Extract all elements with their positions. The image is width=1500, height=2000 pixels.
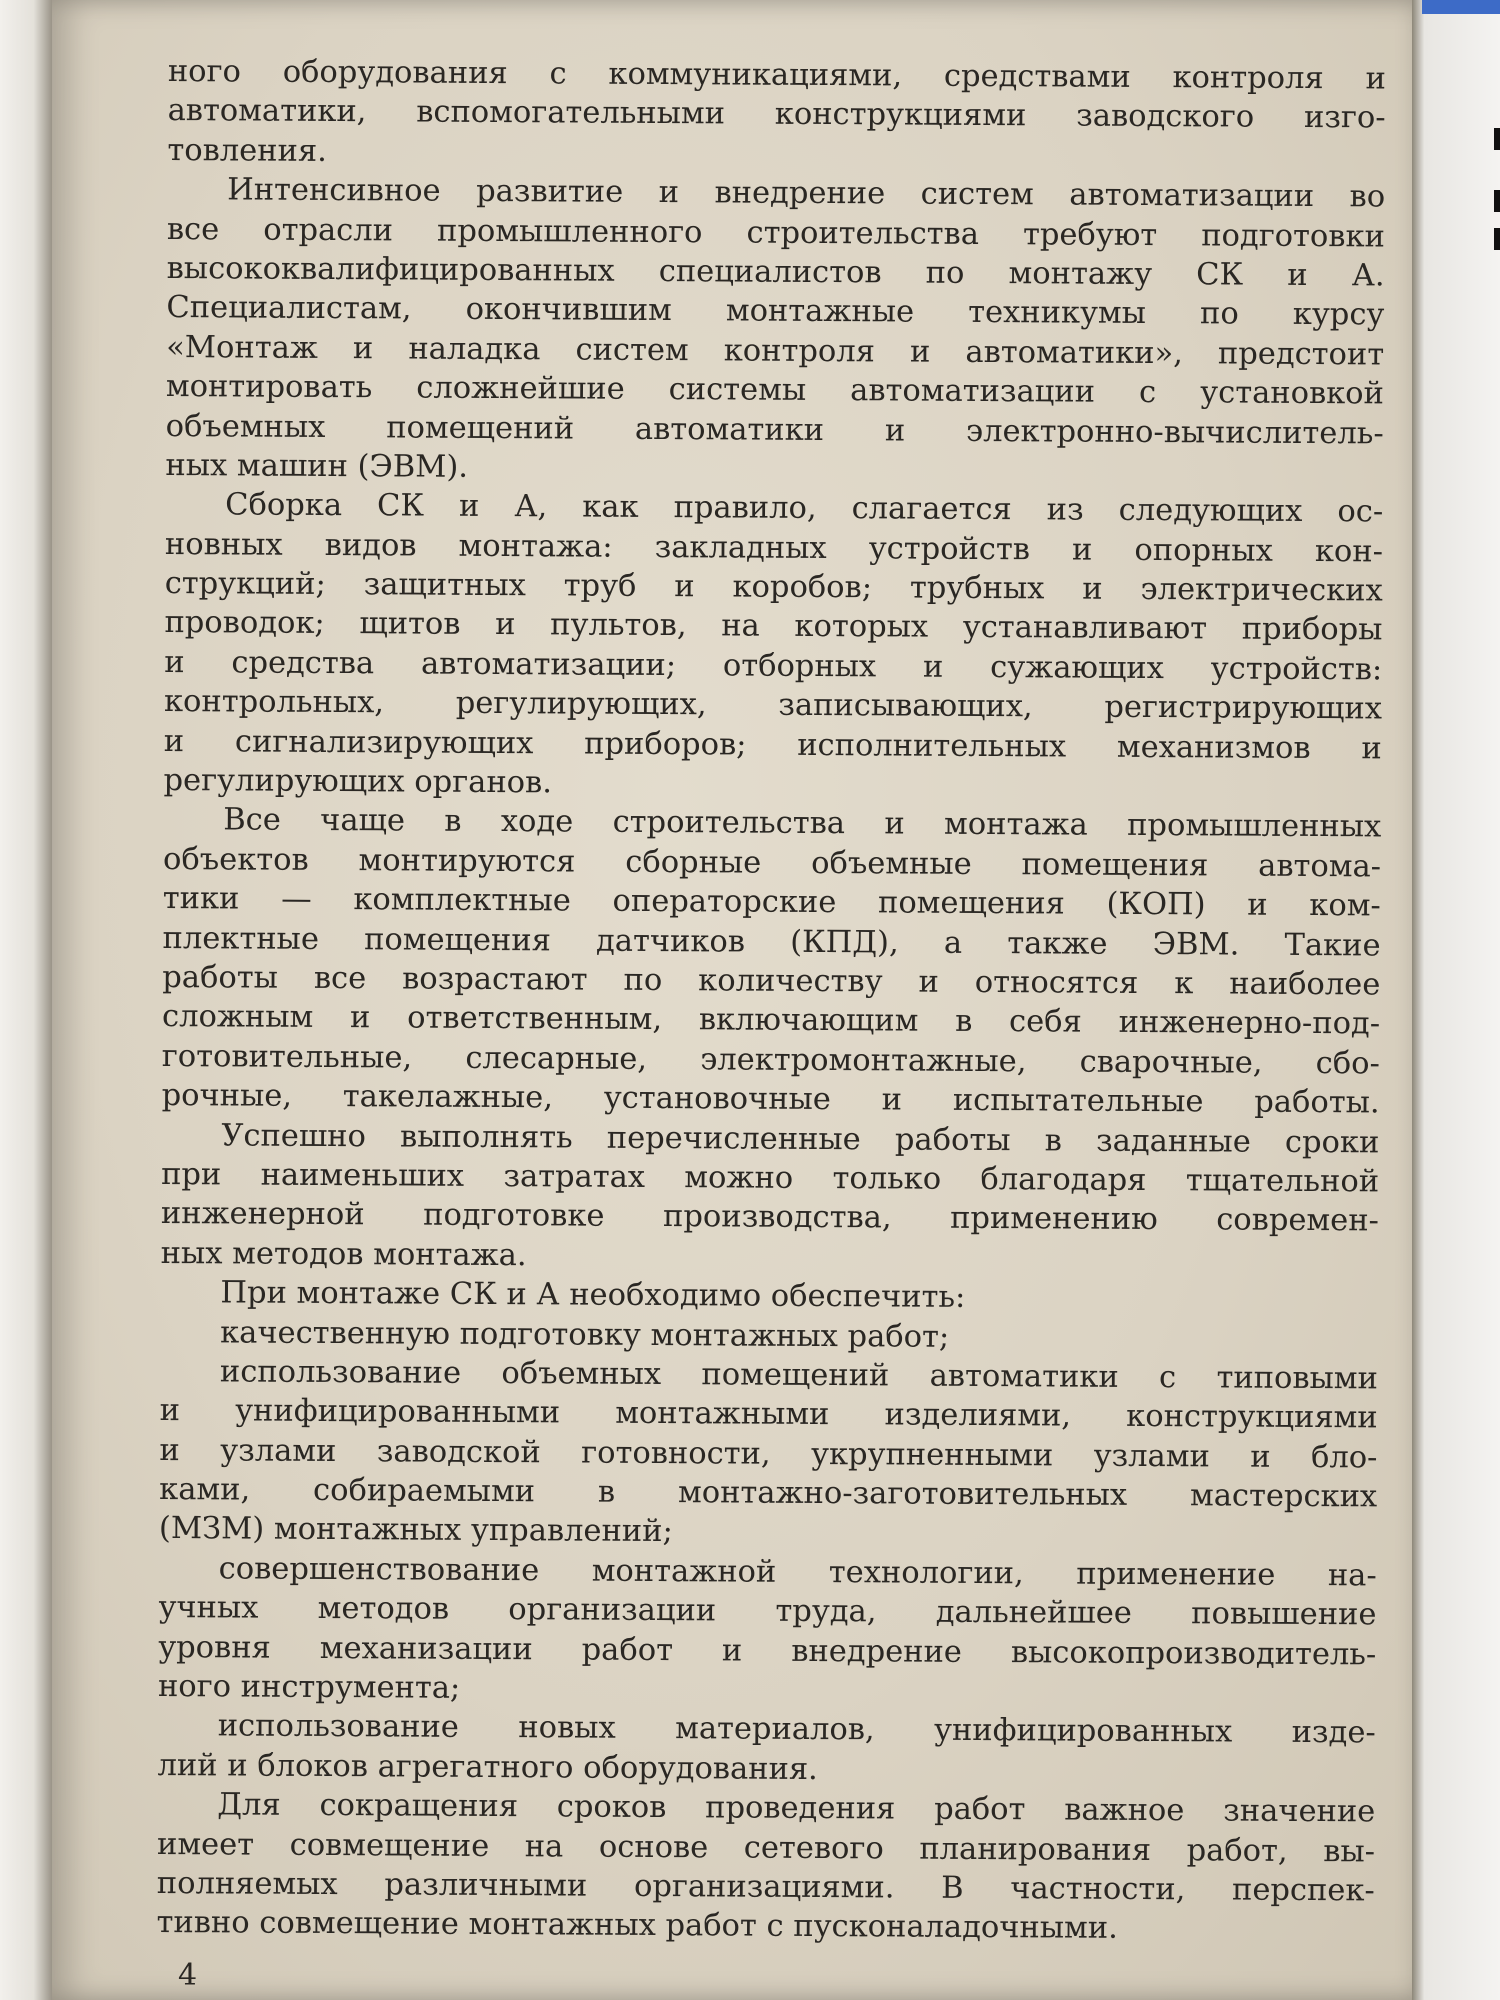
blue-cover-strip: [1422, 0, 1500, 14]
text-line: (МЗМ) монтажных управлений;: [158, 1511, 673, 1550]
text-line: Сборка СК и А, как правило, слагается из следующих ос-: [225, 487, 1384, 530]
text-line: использование новых материалов, унифицированных изде-: [217, 1708, 1376, 1751]
text-line: готовительные, слесарные, электромонтажные, сварочные, сбо-: [161, 1038, 1380, 1082]
text-line: объемных помещений автоматики и электронно-вычислитель-: [165, 408, 1384, 451]
cropped-letter-mark: [1494, 128, 1500, 150]
text-line: полняемых различными организациями. В частности, перспек-: [156, 1865, 1375, 1909]
text-line: ками, собираемыми в монтажно-заготовительных мастерских: [159, 1472, 1378, 1515]
text-line: тики — комплектные операторские помещения (КОП) и ком-: [162, 881, 1381, 924]
text-line: уровня механизации работ и внедрение высокопроизводитель-: [158, 1629, 1377, 1673]
text-line: имеет совмещение на основе сетевого планирования работ, вы-: [156, 1826, 1376, 1869]
text-line: монтировать сложнейшие системы автоматизации с установкой: [165, 369, 1385, 412]
text-line: учных методов организации труда, дальнейшее повышение: [158, 1590, 1377, 1633]
text-line: струкций; защитных труб и коробов; трубных и электрических: [164, 566, 1383, 609]
text-line: работы все возрастают по количеству и относятся к наиболее: [162, 959, 1381, 1003]
text-line: ного инструмента;: [157, 1668, 461, 1706]
text-line: лий и блоков агрегатного оборудования.: [157, 1747, 818, 1787]
text-line: рочные, такелажные, установочные и испытательные работы.: [161, 1078, 1380, 1121]
page-number: 4: [178, 1958, 198, 1993]
text-line: тивно совмещение монтажных работ с пусконаладочными.: [156, 1905, 1118, 1947]
text-line: все отрасли промышленного строительства требуют подготовки: [166, 211, 1386, 254]
text-line: инженерной подготовке производства, применению современ-: [160, 1196, 1379, 1239]
adjacent-book-edge: [1412, 0, 1500, 2000]
text-line: ного оборудования с коммуникациями, средствами контроля и: [167, 53, 1386, 97]
text-line: и средства автоматизации; отборных и сужающих устройств:: [164, 644, 1383, 688]
text-line: При монтаже СК и А необходимо обеспечить:: [220, 1275, 966, 1316]
text-line: Специалистам, окончившим монтажные техникумы по курсу: [166, 290, 1385, 333]
previous-page-edge: [0, 0, 56, 2000]
text-line: и сигнализирующих приборов; исполнительных механизмов и: [163, 723, 1382, 767]
text-line: Успешно выполнять перечисленные работы в заданные сроки: [221, 1117, 1380, 1160]
text-line: использование объемных помещений автоматики с типовыми: [219, 1354, 1379, 1397]
text-line: при наименьших затратах можно только благодаря тщательной: [161, 1156, 1380, 1200]
text-line: и унифицированными монтажными изделиями, конструкциями: [159, 1393, 1378, 1436]
text-line: новных видов монтажа: закладных устройств и опорных кон-: [164, 526, 1384, 570]
text-line: контрольных, регулирующих, записывающих, регистрирующих: [163, 684, 1383, 727]
text-line: Для сокращения сроков проведения работ важное значение: [217, 1787, 1376, 1830]
text-line: объектов монтируются сборные объемные помещения автома-: [162, 841, 1382, 885]
text-line: плектные помещения датчиков (КПД), а также ЭВМ. Такие: [162, 920, 1381, 964]
cropped-letter-mark: [1494, 228, 1500, 250]
text-line: «Монтаж и наладка систем контроля и автоматики», предстоит: [166, 329, 1385, 373]
text-line: товления.: [167, 132, 327, 169]
text-line: Все чаще в ходе строительства и монтажа промышленных: [223, 802, 1382, 845]
page-body-text: [156, 52, 1386, 1950]
text-line: качественную подготовку монтажных работ;: [220, 1314, 950, 1355]
cropped-letter-mark: [1494, 190, 1500, 212]
text-line: ных методов монтажа.: [160, 1235, 527, 1273]
text-line: сложным и ответственным, включающим в себя инженерно-под-: [161, 999, 1381, 1042]
text-line: Интенсивное развитие и внедрение систем автоматизации во: [227, 172, 1386, 215]
text-line: высококвалифицированных специалистов по монтажу СК и А.: [166, 250, 1385, 294]
text-line: автоматики, вспомогательными конструкциями заводского изго-: [167, 93, 1386, 136]
text-line: регулирующих органов.: [163, 763, 553, 801]
text-line: проводок; щитов и пультов, на которых устанавливают приборы: [164, 605, 1383, 648]
text-line: ных машин (ЭВМ).: [165, 447, 469, 485]
text-line: совершенствование монтажной технологии, применение на-: [218, 1551, 1377, 1594]
text-line: и узлами заводской готовности, укрупненными узлами и бло-: [159, 1432, 1378, 1476]
